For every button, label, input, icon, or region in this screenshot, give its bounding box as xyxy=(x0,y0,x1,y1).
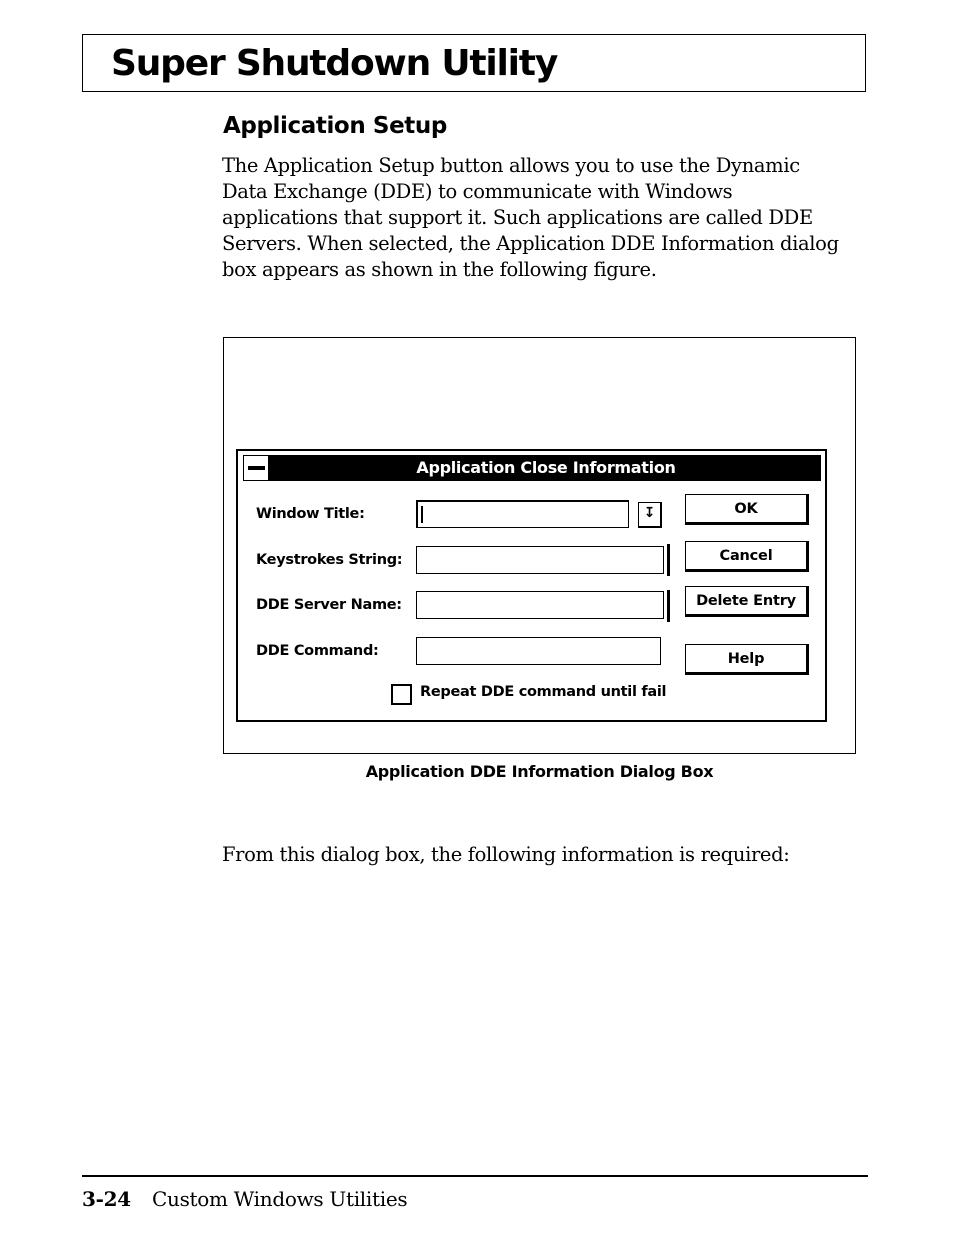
dde-server-name-label: DDE Server Name: xyxy=(256,597,402,613)
page-title: Super Shutdown Utility xyxy=(111,43,558,84)
keystrokes-field-edge xyxy=(667,544,670,576)
keystrokes-string-field[interactable] xyxy=(416,546,664,574)
dde-command-field[interactable] xyxy=(416,637,661,665)
dde-command-label: DDE Command: xyxy=(256,643,379,659)
repeat-dde-checkbox-label[interactable]: Repeat DDE command until fail xyxy=(420,684,667,700)
followup-paragraph: From this dialog box, the following information is required: xyxy=(222,843,790,866)
dialog-title: Application Close Information xyxy=(416,458,676,477)
help-button[interactable]: Help xyxy=(685,644,809,675)
window-title-combobox[interactable] xyxy=(416,500,629,528)
application-close-dialog xyxy=(236,449,827,722)
keystrokes-string-label: Keystrokes String: xyxy=(256,552,403,568)
section-heading: Application Setup xyxy=(223,113,447,139)
dde-server-name-field[interactable] xyxy=(416,591,664,619)
dropdown-arrow-icon[interactable]: ↧ xyxy=(638,502,662,528)
system-menu-bar xyxy=(248,466,265,470)
figure-caption: Application DDE Information Dialog Box xyxy=(365,762,714,781)
footer-divider xyxy=(82,1175,868,1177)
system-menu-icon[interactable] xyxy=(244,456,270,480)
delete-entry-button[interactable]: Delete Entry xyxy=(685,586,809,617)
window-title-label: Window Title: xyxy=(256,506,365,522)
repeat-dde-checkbox[interactable] xyxy=(391,684,412,705)
dde-server-field-edge xyxy=(667,590,670,622)
dialog-titlebar[interactable] xyxy=(243,455,821,481)
ok-button[interactable]: OK xyxy=(685,494,809,525)
cancel-button[interactable]: Cancel xyxy=(685,541,809,572)
page-number: 3-24 xyxy=(82,1187,131,1211)
text-caret xyxy=(421,506,423,523)
chapter-title: Custom Windows Utilities xyxy=(152,1187,408,1211)
page-header-box xyxy=(82,34,866,92)
intro-paragraph: The Application Setup button allows you to use the Dynamic Data Exchange (DDE) to communicate with Windows applications that support it. Such applications are called DDE Servers. When selected, the Application DDE Information dialog box appears as shown in the following figure. xyxy=(222,154,839,281)
figure-frame xyxy=(223,337,856,754)
